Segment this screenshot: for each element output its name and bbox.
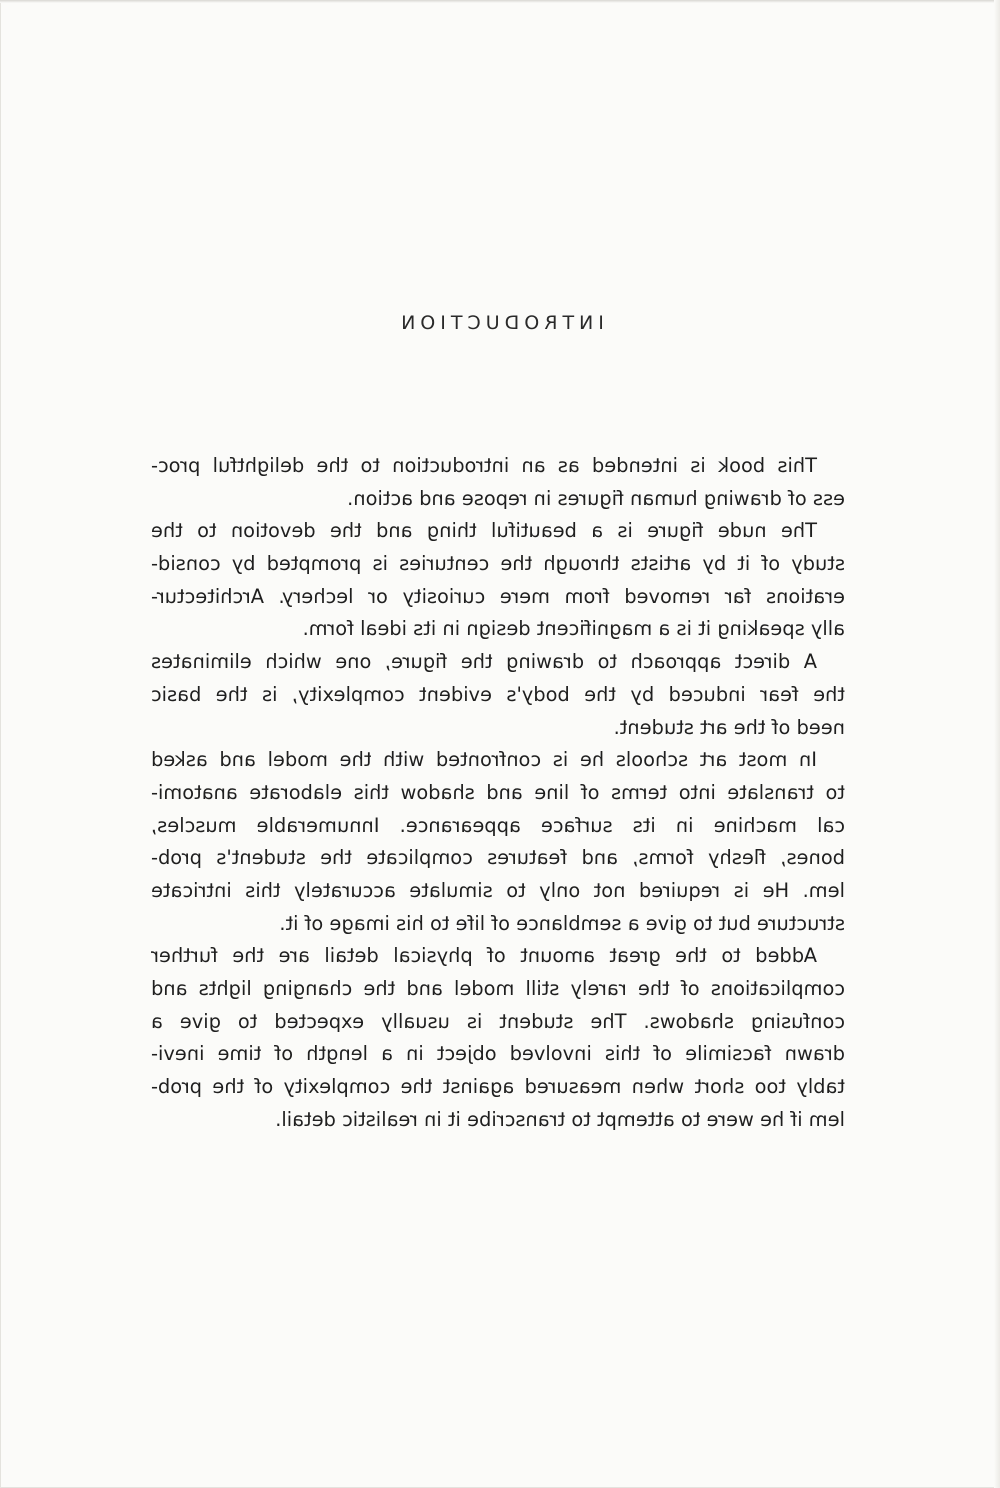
text-line: erations far removed from mere curiosity or lechery. Architectur- <box>151 584 845 608</box>
text-line: need of the art student. <box>613 715 845 739</box>
text-line: drawn facsimile of this involved object in a length of time inevi- <box>151 1042 845 1066</box>
page-title: INTRODUCTION <box>396 312 604 334</box>
text-line: ess of drawing human figures in repose and action. <box>347 486 845 510</box>
text-line: lem if he were to attempt to transcribe it in realistic detail. <box>275 1107 845 1131</box>
text-line: confusing shadows. The student is usually expected to give a <box>151 1009 845 1033</box>
text-line: Added to the great amount of physical detail are the further <box>151 944 817 968</box>
text-line: bones, fleshy forms, and features complicate the student's prob- <box>151 846 845 870</box>
text-line: In most art schools he is confronted with the model and asked <box>151 748 817 772</box>
text-line: structure but to give a semblance of life to his image of it. <box>279 911 845 935</box>
text-line: complications of the rarely still model and the changing lights and <box>151 977 845 1000</box>
text-line: the fear induced by the body's evident complexity, is the basic <box>151 682 845 706</box>
text-line: study of it by artists through the centuries is prompted by consid- <box>151 552 845 576</box>
text-line: A direct approach to drawing the figure, one which eliminates <box>151 650 817 674</box>
text-line: This book is intended as an introduction to the delightful proc- <box>151 454 817 477</box>
text-line: The nude figure is a beautiful thing and the devotion to the <box>151 519 817 543</box>
text-line: to translate into terms of line and shadow this elaborate anatomi- <box>151 780 845 804</box>
text-line: ally speaking it is a magnificent design in its ideal form. <box>302 617 845 641</box>
text-line: tably too short when measured against the complexity of the prob- <box>151 1075 845 1099</box>
introduction-body <box>151 450 845 1136</box>
text-line: cal machine in its surface appearance. Innumerable muscles, <box>151 813 845 837</box>
text-line: lem. He is required not only to simulate accurately this intricate <box>151 878 845 902</box>
